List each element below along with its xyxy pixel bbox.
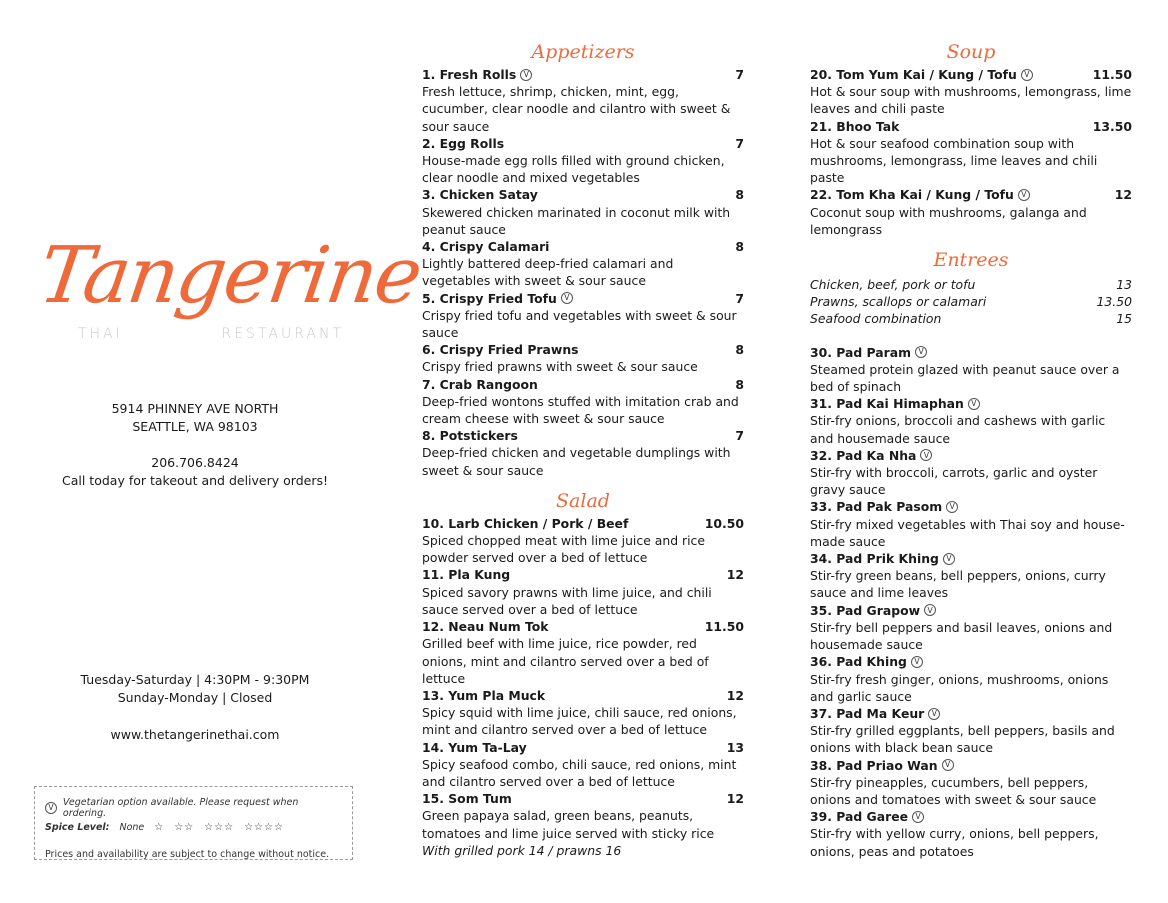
menu-item-title: 31. Pad Kai Himaphan bbox=[810, 396, 964, 412]
menu-item-header bbox=[810, 498, 1132, 515]
menu-item bbox=[422, 341, 744, 375]
spice-level-1: ☆ bbox=[154, 822, 165, 833]
menu-item-title: 15. Som Tum bbox=[422, 791, 512, 807]
menu-item bbox=[422, 238, 744, 290]
menu-item-price: 7 bbox=[735, 67, 744, 82]
menu-item-description: Spicy squid with lime juice, chili sauce, red onions, mint and cilantro served over a bed of lettuce bbox=[422, 705, 737, 738]
menu-item bbox=[810, 118, 1132, 187]
restaurant-info-panel bbox=[30, 0, 426, 903]
menu-item-name bbox=[810, 550, 955, 567]
menu-item-name bbox=[422, 427, 518, 444]
menu-item-title: 8. Potstickers bbox=[422, 428, 518, 444]
menu-item-title: 1. Fresh Rolls bbox=[422, 67, 517, 82]
vegetarian-icon: V bbox=[911, 656, 923, 668]
vegetarian-icon: V bbox=[920, 449, 932, 461]
menu-item-description: Stir-fry with broccoli, carrots, garlic and oyster gravy sauce bbox=[810, 465, 1098, 498]
menu-item-description: Grilled beef with lime juice, rice powder, red onions, mint and cilantro served over a bed of lettuce bbox=[422, 636, 709, 686]
menu-item-header bbox=[810, 550, 1132, 567]
vegetarian-icon: V bbox=[943, 553, 955, 565]
menu-item-header bbox=[422, 66, 744, 83]
menu-item-header bbox=[810, 66, 1132, 83]
menu-item-price: 12 bbox=[726, 567, 744, 583]
menu-item-header bbox=[422, 135, 744, 152]
salad-heading: Salad bbox=[556, 489, 610, 512]
soup-list bbox=[810, 66, 1132, 238]
menu-item bbox=[422, 687, 744, 739]
menu-item-name bbox=[422, 341, 579, 358]
spice-legend bbox=[45, 822, 342, 833]
menu-item-title: 32. Pad Ka Nha bbox=[810, 447, 917, 463]
vegetarian-icon: V bbox=[968, 398, 980, 410]
menu-item-name bbox=[810, 118, 899, 135]
menu-item-description: Coconut soup with mushrooms, galanga and lemongrass bbox=[810, 204, 1087, 237]
menu-item bbox=[422, 618, 744, 687]
menu-item-header bbox=[422, 618, 744, 635]
menu-item bbox=[810, 757, 1132, 809]
menu-item-title: 35. Pad Grapow bbox=[810, 602, 921, 618]
restaurant-logo bbox=[33, 231, 426, 342]
menu-item-price: 11.50 bbox=[704, 619, 744, 635]
menu-item bbox=[422, 739, 744, 791]
menu-item-title: 33. Pad Pak Pasom bbox=[810, 499, 943, 515]
vegetarian-icon: V bbox=[928, 708, 940, 720]
menu-item-header bbox=[422, 687, 744, 704]
menu-item-price: 12 bbox=[1114, 187, 1132, 203]
menu-item-description: Stir-fry grilled eggplants, bell peppers, basils and onions with black bean sauce bbox=[810, 723, 1115, 756]
menu-item-price: 10.50 bbox=[704, 515, 744, 531]
menu-item-title: 7. Crab Rangoon bbox=[422, 376, 538, 392]
menu-item-description: Lightly battered deep-fried calamari and vegetables with sweet & sour sauce bbox=[422, 256, 674, 289]
entree-price-label: Seafood combination bbox=[810, 311, 942, 327]
menu-item-title: 10. Larb Chicken / Pork / Beef bbox=[422, 515, 629, 531]
menu-item-title: 39. Pad Garee bbox=[810, 809, 909, 825]
menu-item-price: 12 bbox=[726, 791, 744, 807]
entree-price-value: 13.50 bbox=[1096, 294, 1132, 310]
menu-item-name bbox=[422, 515, 628, 532]
menu-item-description: Fresh lettuce, shrimp, chicken, mint, egg, cucumber, clear noodle and cilantro with sweet & sour sauce bbox=[422, 84, 731, 134]
menu-item-name bbox=[810, 602, 936, 619]
appetizers-list bbox=[422, 66, 744, 479]
hours-line-1: Tuesday-Saturday | 4:30PM - 9:30PM bbox=[80, 672, 310, 687]
menu-item-description: Crispy fried prawns with sweet & sour sauce bbox=[422, 359, 698, 375]
menu-item-title: 5. Crispy Fried Tofu bbox=[422, 290, 557, 306]
entree-price-value: 15 bbox=[1116, 311, 1132, 327]
menu-item-title: 34. Pad Prik Khing bbox=[810, 551, 939, 567]
logo-sub-restaurant: RESTAURANT bbox=[221, 326, 344, 342]
menu-item-description: Spiced savory prawns with lime juice, and chili sauce served over a bed of lettuce bbox=[422, 584, 712, 617]
entree-price-label: Prawns, scallops or calamari bbox=[810, 294, 987, 310]
menu-item-header bbox=[810, 705, 1132, 722]
salad-list bbox=[422, 515, 744, 859]
menu-item-title: 20. Tom Yum Kai / Kung / Tofu bbox=[810, 67, 1017, 82]
menu-item-price: 7 bbox=[735, 428, 744, 444]
menu-item bbox=[422, 376, 744, 428]
menu-item bbox=[810, 550, 1132, 602]
menu-item-name bbox=[422, 290, 573, 307]
entrees-list bbox=[810, 344, 1132, 860]
logo-wordmark: Tangerine bbox=[33, 231, 426, 321]
menu-column-middle bbox=[422, 40, 744, 859]
menu-item bbox=[422, 290, 744, 342]
menu-item-name bbox=[810, 395, 980, 412]
vegetarian-legend bbox=[45, 797, 342, 819]
menu-item-description: Stir-fry onions, broccoli and cashews with garlic and housemade sauce bbox=[810, 413, 1106, 446]
menu-item-header bbox=[810, 447, 1132, 464]
menu-item-description: Spiced chopped meat with lime juice and rice powder served over a bed of lettuce bbox=[422, 533, 705, 566]
menu-item-name bbox=[422, 66, 532, 83]
menu-item-header bbox=[810, 344, 1132, 361]
menu-item-header bbox=[422, 341, 744, 358]
menu-item bbox=[810, 705, 1132, 757]
menu-item bbox=[810, 498, 1132, 550]
entree-price-list bbox=[810, 276, 1132, 328]
menu-item-description: Skewered chicken marinated in coconut milk with peanut sauce bbox=[422, 204, 731, 237]
menu-item-price: 13.50 bbox=[1092, 118, 1132, 134]
menu-item-price: 8 bbox=[735, 376, 744, 392]
menu-item bbox=[810, 344, 1132, 396]
menu-item-header bbox=[810, 602, 1132, 619]
menu-item-description: Stir-fry pineapples, cucumbers, bell peppers, onions and tomatoes with sweet & sour sauce bbox=[810, 774, 1097, 807]
hours-line-2: Sunday-Monday | Closed bbox=[117, 690, 273, 705]
menu-item-name bbox=[810, 653, 923, 670]
website: www.thetangerinethai.com bbox=[110, 727, 280, 742]
menu-item-header bbox=[422, 376, 744, 393]
menu-item-description: Crispy fried tofu and vegetables with sweet & sour sauce bbox=[422, 307, 737, 341]
entrees-heading: Entrees bbox=[933, 249, 1009, 272]
menu-item-title: 13. Yum Pla Muck bbox=[422, 687, 546, 703]
appetizers-heading: Appetizers bbox=[531, 41, 635, 63]
menu-item-description: Green papaya salad, green beans, peanuts, tomatoes and lime juice served with sticky rice bbox=[422, 808, 715, 841]
contact-block bbox=[30, 454, 360, 490]
vegetarian-icon: V bbox=[520, 69, 532, 81]
menu-item-description: Hot & sour seafood combination soup with mushrooms, lemongrass, lime leaves and chili paste bbox=[810, 135, 1098, 186]
call-note: Call today for takeout and delivery orders! bbox=[62, 473, 328, 488]
menu-item-header bbox=[422, 290, 744, 307]
menu-item bbox=[810, 602, 1132, 654]
menu-item-title: 12. Neau Num Tok bbox=[422, 619, 549, 635]
menu-item bbox=[810, 395, 1132, 447]
menu-item-title: 38. Pad Priao Wan bbox=[810, 757, 938, 773]
menu-item-description: Steamed protein glazed with peanut sauce over a bed of spinach bbox=[810, 361, 1120, 395]
menu-item-name bbox=[810, 705, 940, 722]
menu-item-price: 12 bbox=[726, 687, 744, 703]
menu-item-price: 8 bbox=[735, 187, 744, 203]
menu-item-name bbox=[422, 618, 549, 635]
legend-box bbox=[34, 786, 353, 860]
vegetarian-legend-text: Vegetarian option available. Please request when ordering. bbox=[62, 797, 299, 819]
menu-item-price: 11.50 bbox=[1092, 67, 1132, 82]
vegetarian-icon: V bbox=[1021, 69, 1033, 81]
logo-sub-thai: THAI bbox=[78, 326, 123, 342]
menu-item-header bbox=[422, 790, 744, 807]
menu-item-description: Stir-fry with yellow curry, onions, bell peppers, onions, peas and potatoes bbox=[810, 826, 1099, 859]
vegetarian-icon: V bbox=[924, 604, 936, 616]
menu-item-name bbox=[810, 498, 958, 515]
menu-item-price: 8 bbox=[735, 239, 744, 255]
menu-item-header bbox=[422, 238, 744, 255]
spice-level-label: Spice Level: bbox=[45, 822, 110, 833]
entree-price-label: Chicken, beef, pork or tofu bbox=[810, 277, 976, 293]
menu-item-header bbox=[810, 808, 1132, 825]
menu-item-name bbox=[422, 566, 510, 583]
menu-item-price: 8 bbox=[735, 342, 744, 358]
menu-item-name bbox=[422, 739, 527, 756]
menu-item-name bbox=[422, 790, 512, 807]
entree-price-row bbox=[810, 310, 1132, 327]
menu-item-header bbox=[810, 186, 1132, 203]
menu-column-right bbox=[810, 40, 1132, 860]
menu-item-name bbox=[810, 66, 1033, 83]
menu-item bbox=[422, 427, 744, 479]
menu-item bbox=[422, 135, 744, 187]
logo-subtitle bbox=[40, 326, 360, 342]
menu-item-header bbox=[422, 566, 744, 583]
entree-price-value: 13 bbox=[1116, 277, 1132, 293]
menu-item-title: 2. Egg Rolls bbox=[422, 135, 505, 151]
address-line-1: 5914 PHINNEY AVE NORTH bbox=[111, 401, 279, 416]
menu-item-description: Spicy seafood combo, chili sauce, red onions, mint and cilantro served over a bed of lettuce bbox=[422, 756, 737, 789]
menu-item-title: 37. Pad Ma Keur bbox=[810, 705, 925, 721]
menu-item-title: 21. Bhoo Tak bbox=[810, 118, 900, 134]
menu-item-header bbox=[422, 427, 744, 444]
menu-item-name bbox=[422, 376, 538, 393]
vegetarian-icon: V bbox=[45, 802, 57, 814]
menu-item-header bbox=[810, 118, 1132, 135]
menu-item bbox=[422, 566, 744, 618]
menu-item-name bbox=[810, 447, 932, 464]
menu-item bbox=[810, 186, 1132, 238]
menu-item-name bbox=[422, 687, 545, 704]
entree-price-row bbox=[810, 293, 1132, 310]
vegetarian-icon: V bbox=[915, 346, 927, 358]
menu-item-description: House-made egg rolls filled with ground chicken, clear noodle and mixed vegetables bbox=[422, 153, 725, 186]
menu-item-header bbox=[422, 186, 744, 203]
menu-item-name bbox=[422, 135, 504, 152]
vegetarian-icon: V bbox=[561, 292, 573, 304]
spice-none: None bbox=[119, 822, 145, 833]
menu-item bbox=[810, 447, 1132, 499]
vegetarian-icon: V bbox=[1018, 189, 1030, 201]
menu-item-title: 4. Crispy Calamari bbox=[422, 239, 550, 255]
menu-item-description: Hot & sour soup with mushrooms, lemongrass, lime leaves and chili paste bbox=[810, 84, 1132, 117]
menu-item-header bbox=[810, 395, 1132, 412]
menu-item-name bbox=[810, 808, 924, 825]
menu-item bbox=[810, 66, 1132, 118]
menu-item bbox=[810, 808, 1132, 860]
hours-block bbox=[30, 671, 360, 707]
menu-item-extra: With grilled pork 14 / prawns 16 bbox=[422, 842, 622, 858]
price-disclaimer: Prices and availability are subject to change without notice. bbox=[45, 849, 330, 860]
spice-level-2: ☆☆ bbox=[174, 822, 195, 833]
menu-item bbox=[810, 653, 1132, 705]
phone-number: 206.706.8424 bbox=[151, 455, 239, 470]
entree-price-row bbox=[810, 276, 1132, 293]
menu-item-name bbox=[810, 757, 954, 774]
menu-item-title: 3. Chicken Satay bbox=[422, 187, 538, 203]
menu-item-description: Stir-fry fresh ginger, onions, mushrooms, onions and garlic sauce bbox=[810, 671, 1109, 704]
menu-item-header bbox=[810, 653, 1132, 670]
menu-item-description: Stir-fry green beans, bell peppers, onions, curry sauce and lime leaves bbox=[810, 568, 1106, 601]
menu-item-title: 22. Tom Kha Kai / Kung / Tofu bbox=[810, 187, 1014, 203]
soup-heading: Soup bbox=[946, 41, 996, 63]
menu-item-header bbox=[422, 515, 744, 532]
menu-item-header bbox=[422, 739, 744, 756]
menu-item bbox=[422, 790, 744, 859]
menu-item-description: Stir-fry bell peppers and basil leaves, onions and housemade sauce bbox=[810, 619, 1113, 653]
menu-item-price: 7 bbox=[735, 290, 744, 306]
vegetarian-icon: V bbox=[942, 759, 954, 771]
menu-item-name bbox=[810, 186, 1030, 203]
menu-item-title: 6. Crispy Fried Prawns bbox=[422, 342, 579, 358]
menu-item-price: 7 bbox=[735, 135, 744, 151]
menu-item-name bbox=[422, 186, 538, 203]
vegetarian-icon: V bbox=[912, 811, 924, 823]
menu-item-title: 36. Pad Khing bbox=[810, 654, 907, 670]
menu-item-description: Stir-fry mixed vegetables with Thai soy and house-made sauce bbox=[810, 516, 1125, 549]
menu-item bbox=[422, 186, 744, 238]
spice-level-3: ☆☆☆ bbox=[204, 822, 235, 833]
menu-item bbox=[422, 515, 744, 567]
address-block bbox=[30, 400, 360, 436]
menu-item-description: Deep-fried wontons stuffed with imitation crab and cream cheese with sweet & sour sauce bbox=[422, 393, 739, 427]
vegetarian-icon: V bbox=[946, 501, 958, 513]
address-line-2: SEATTLE, WA 98103 bbox=[132, 419, 258, 434]
spice-level-4: ☆☆☆☆ bbox=[244, 822, 284, 833]
menu-item-description: Deep-fried chicken and vegetable dumplings with sweet & sour sauce bbox=[422, 445, 731, 478]
menu-item-price: 13 bbox=[726, 739, 744, 755]
menu-item-header bbox=[810, 757, 1132, 774]
menu-item bbox=[422, 66, 744, 135]
menu-item-name bbox=[810, 344, 927, 361]
menu-item-name bbox=[422, 238, 549, 255]
menu-item-title: 14. Yum Ta-Lay bbox=[422, 739, 527, 755]
menu-item-title: 11. Pla Kung bbox=[422, 567, 511, 583]
menu-item-title: 30. Pad Param bbox=[810, 344, 912, 360]
